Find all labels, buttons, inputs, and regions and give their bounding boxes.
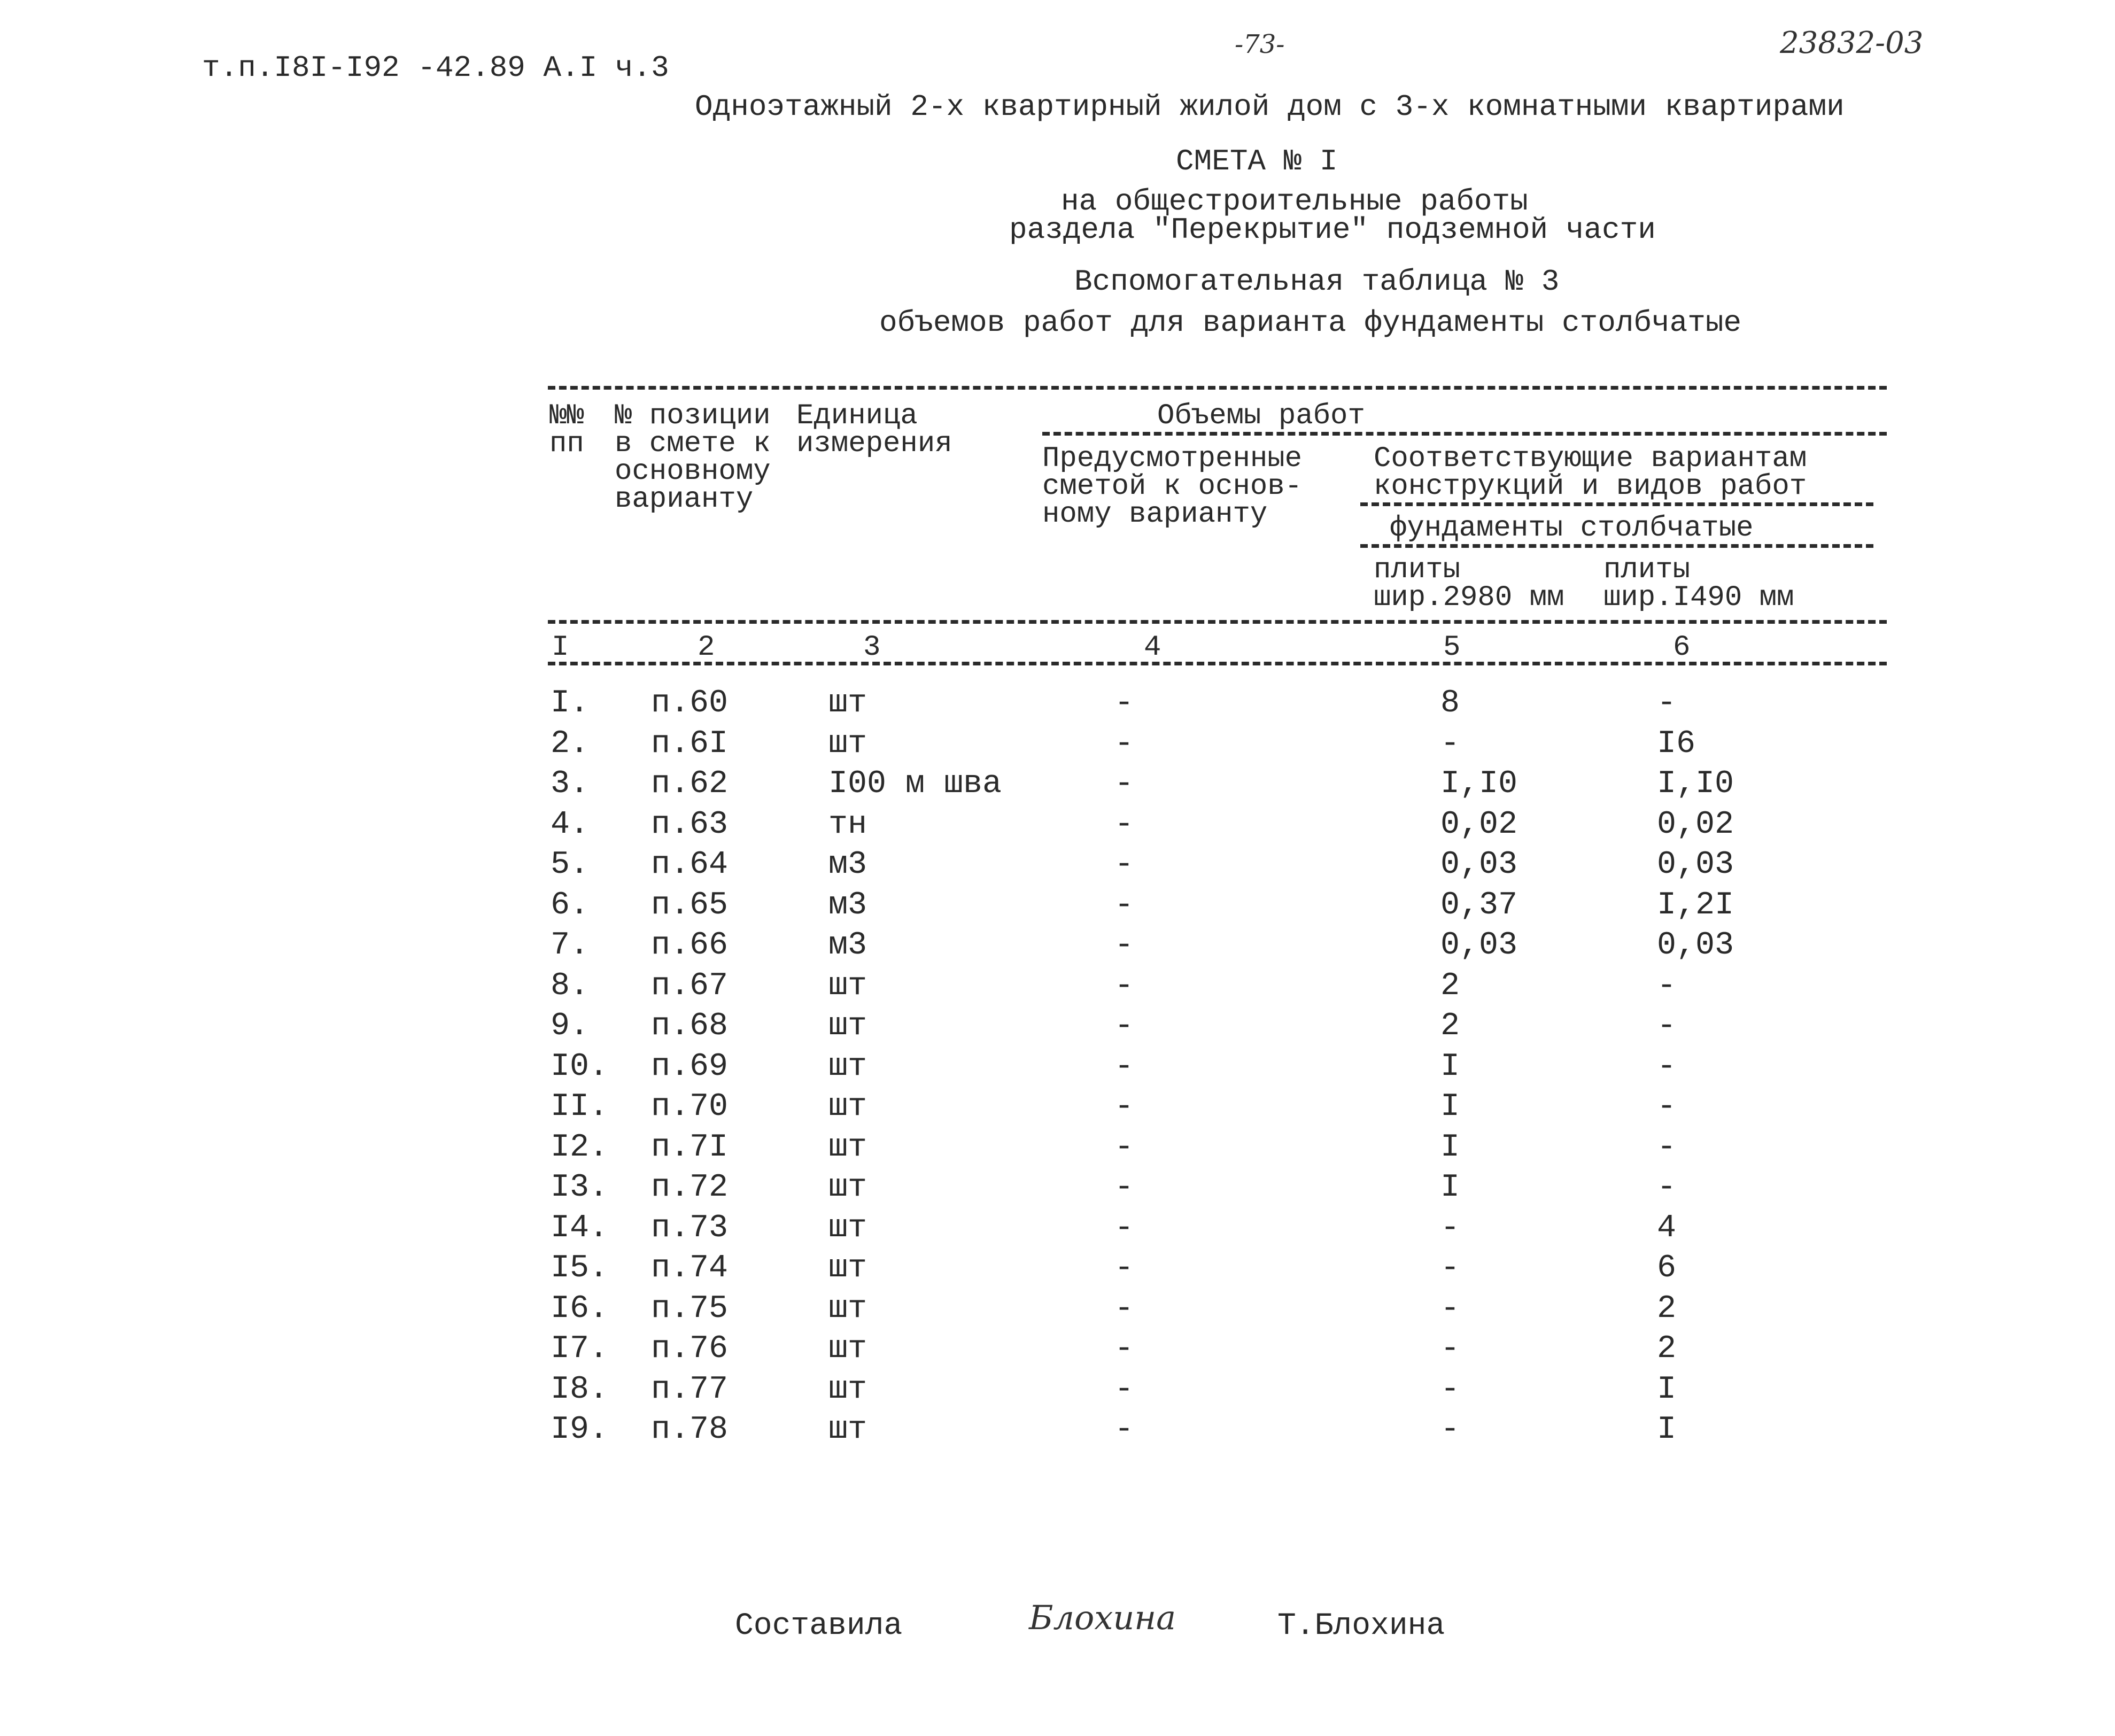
row-number: I8.	[551, 1371, 609, 1408]
column-number-2: 2	[698, 631, 715, 664]
row-number: 5.	[551, 847, 590, 883]
row-position: п.65	[651, 887, 729, 924]
row-position: п.64	[651, 847, 729, 883]
row-position: п.66	[651, 927, 729, 964]
row-volume-1490: 0,02	[1657, 807, 1734, 843]
row-unit: м3	[828, 887, 867, 924]
row-volume-2980: -	[1440, 1331, 1460, 1367]
row-unit: шт	[828, 1412, 867, 1448]
table-title: Вспомогательная таблица № 3	[1074, 265, 1560, 299]
row-volume-1490: -	[1657, 685, 1677, 722]
row-volume-2980: 0,03	[1440, 847, 1518, 883]
row-volume-2980: -	[1440, 1250, 1460, 1286]
row-base-volume: -	[1114, 1129, 1134, 1166]
header-bottom-rule	[548, 620, 1887, 624]
row-base-volume: -	[1114, 1008, 1134, 1044]
row-volume-2980: -	[1440, 1371, 1460, 1408]
row-volume-2980: 0,37	[1440, 887, 1518, 924]
row-unit: шт	[828, 726, 867, 762]
row-unit: шт	[828, 1169, 867, 1206]
col3-header-l2: измерения	[796, 428, 952, 460]
foundations-header: фундаменты столбчатые	[1390, 512, 1754, 545]
col2-header-l1: № позиции	[615, 400, 771, 432]
row-volume-1490: 4	[1657, 1210, 1677, 1246]
row-volume-2980: 2	[1440, 1008, 1460, 1044]
row-number: 6.	[551, 887, 590, 924]
foundations-rule	[1360, 544, 1873, 548]
document-code: т.п.I8I-I92 -42.89 А.I ч.3	[202, 51, 669, 85]
row-volume-2980: 2	[1440, 968, 1460, 1004]
row-position: п.75	[651, 1291, 729, 1327]
row-base-volume: -	[1114, 927, 1134, 964]
volumes-rule	[1042, 432, 1887, 436]
row-volume-1490: 2	[1657, 1291, 1677, 1327]
row-number: I7.	[551, 1331, 609, 1367]
top-rule	[548, 386, 1887, 390]
row-volume-1490: -	[1657, 968, 1677, 1004]
col6-header-l1: плиты	[1603, 554, 1691, 586]
row-volume-2980: I	[1440, 1129, 1460, 1166]
row-unit: шт	[828, 968, 867, 1004]
col1-header-l1: №№	[549, 400, 584, 432]
row-number: 9.	[551, 1008, 590, 1044]
row-volume-1490: I	[1657, 1412, 1677, 1448]
row-unit: шт	[828, 1049, 867, 1085]
compiler-name: Т.Блохина	[1277, 1609, 1445, 1644]
row-volume-1490: -	[1657, 1049, 1677, 1085]
row-position: п.68	[651, 1008, 729, 1044]
row-number: 7.	[551, 927, 590, 964]
row-unit: шт	[828, 1291, 867, 1327]
row-unit: тн	[828, 807, 867, 843]
row-number: II.	[551, 1089, 609, 1125]
row-unit: м3	[828, 927, 867, 964]
row-base-volume: -	[1114, 887, 1134, 924]
row-position: п.62	[651, 766, 729, 802]
variants-rule	[1360, 502, 1873, 506]
row-volume-1490: 0,03	[1657, 847, 1734, 883]
row-base-volume: -	[1114, 766, 1134, 802]
page-number: -73-	[1235, 29, 1285, 59]
row-number: I.	[551, 685, 590, 722]
row-base-volume: -	[1114, 807, 1134, 843]
row-number: 8.	[551, 968, 590, 1004]
row-volume-1490: -	[1657, 1008, 1677, 1044]
row-number: I3.	[551, 1169, 609, 1206]
row-base-volume: -	[1114, 726, 1134, 762]
row-position: п.72	[651, 1169, 729, 1206]
row-position: п.63	[651, 807, 729, 843]
col2-header-l2: в смете к	[615, 428, 771, 460]
col4-header-l3: ному варианту	[1042, 498, 1268, 531]
row-volume-1490: -	[1657, 1089, 1677, 1125]
row-number: I9.	[551, 1412, 609, 1448]
variants-header-l1: Соответствующие вариантам	[1374, 443, 1807, 475]
column-number-5: 5	[1443, 631, 1461, 664]
row-unit: шт	[828, 1008, 867, 1044]
signature: Блохина	[1029, 1598, 1176, 1637]
document-title: Одноэтажный 2-х квартирный жилой дом с 3-х комнатными квартирами	[695, 90, 1845, 124]
row-volume-2980: -	[1440, 726, 1460, 762]
row-unit: шт	[828, 1250, 867, 1286]
row-base-volume: -	[1114, 1049, 1134, 1085]
row-number: 2.	[551, 726, 590, 762]
row-volume-2980: I,I0	[1440, 766, 1518, 802]
row-volume-1490: -	[1657, 1169, 1677, 1206]
row-unit: шт	[828, 1371, 867, 1408]
volumes-header: Объемы работ	[1157, 400, 1365, 432]
row-volume-2980: 0,03	[1440, 927, 1518, 964]
col6-header-l2: шир.I490 мм	[1603, 582, 1794, 614]
row-volume-2980: -	[1440, 1291, 1460, 1327]
row-number: I5.	[551, 1250, 609, 1286]
row-base-volume: -	[1114, 1210, 1134, 1246]
col1-header-l2: пп	[549, 428, 584, 460]
col4-header-l1: Предусмотренные	[1042, 443, 1303, 475]
row-position: п.76	[651, 1331, 729, 1367]
row-position: п.6I	[651, 726, 729, 762]
row-base-volume: -	[1114, 1089, 1134, 1125]
column-number-6: 6	[1673, 631, 1691, 664]
archive-number: 23832-03	[1780, 26, 1924, 60]
column-number-4: 4	[1144, 631, 1161, 664]
row-number: 3.	[551, 766, 590, 802]
col5-header-l1: плиты	[1374, 554, 1461, 586]
row-number: I0.	[551, 1049, 609, 1085]
row-position: п.67	[651, 968, 729, 1004]
row-position: п.73	[651, 1210, 729, 1246]
row-volume-1490: 2	[1657, 1331, 1677, 1367]
row-base-volume: -	[1114, 1169, 1134, 1206]
row-volume-2980: I	[1440, 1049, 1460, 1085]
row-position: п.74	[651, 1250, 729, 1286]
row-volume-2980: I	[1440, 1169, 1460, 1206]
row-volume-1490: I6	[1657, 726, 1696, 762]
row-volume-1490: I	[1657, 1371, 1677, 1408]
row-base-volume: -	[1114, 968, 1134, 1004]
col2-header-l4: варианту	[615, 483, 754, 516]
row-unit: шт	[828, 1210, 867, 1246]
row-base-volume: -	[1114, 1331, 1134, 1367]
row-position: п.78	[651, 1412, 729, 1448]
row-volume-1490: I,2I	[1657, 887, 1734, 924]
row-position: п.77	[651, 1371, 729, 1408]
col4-header-l2: сметой к основ-	[1042, 470, 1303, 503]
row-position: п.7I	[651, 1129, 729, 1166]
estimate-title: СМЕТА № I	[1176, 144, 1338, 179]
row-volume-1490: -	[1657, 1129, 1677, 1166]
row-base-volume: -	[1114, 685, 1134, 722]
row-unit: м3	[828, 847, 867, 883]
row-volume-2980: -	[1440, 1412, 1460, 1448]
row-volume-2980: -	[1440, 1210, 1460, 1246]
row-position: п.60	[651, 685, 729, 722]
row-base-volume: -	[1114, 1291, 1134, 1327]
estimate-subtitle-2: раздела "Перекрытие" подземной части	[1009, 213, 1656, 247]
variants-header-l2: конструкций и видов работ	[1374, 470, 1807, 503]
column-number-3: 3	[863, 631, 881, 664]
row-unit: I00 м шва	[828, 766, 1002, 802]
row-volume-2980: 8	[1440, 685, 1460, 722]
row-position: п.70	[651, 1089, 729, 1125]
col2-header-l3: основному	[615, 455, 771, 488]
row-base-volume: -	[1114, 1371, 1134, 1408]
col5-header-l2: шир.2980 мм	[1374, 582, 1564, 614]
row-number: I2.	[551, 1129, 609, 1166]
row-unit: шт	[828, 1331, 867, 1367]
row-base-volume: -	[1114, 1412, 1134, 1448]
row-position: п.69	[651, 1049, 729, 1085]
row-volume-1490: 6	[1657, 1250, 1677, 1286]
table-subtitle: объемов работ для варианта фундаменты столбчатые	[879, 306, 1742, 340]
row-unit: шт	[828, 685, 867, 722]
row-volume-1490: I,I0	[1657, 766, 1734, 802]
estimate-subtitle-1: на общестроительные работы	[1061, 184, 1528, 219]
row-volume-2980: 0,02	[1440, 807, 1518, 843]
row-unit: шт	[828, 1129, 867, 1166]
col3-header-l1: Единица	[796, 400, 918, 432]
row-number: 4.	[551, 807, 590, 843]
numbers-rule	[548, 662, 1887, 665]
row-number: I6.	[551, 1291, 609, 1327]
row-unit: шт	[828, 1089, 867, 1125]
compiled-label: Составила	[735, 1609, 903, 1644]
row-base-volume: -	[1114, 847, 1134, 883]
row-volume-2980: I	[1440, 1089, 1460, 1125]
row-volume-1490: 0,03	[1657, 927, 1734, 964]
row-base-volume: -	[1114, 1250, 1134, 1286]
column-number-1: I	[552, 631, 569, 664]
row-number: I4.	[551, 1210, 609, 1246]
